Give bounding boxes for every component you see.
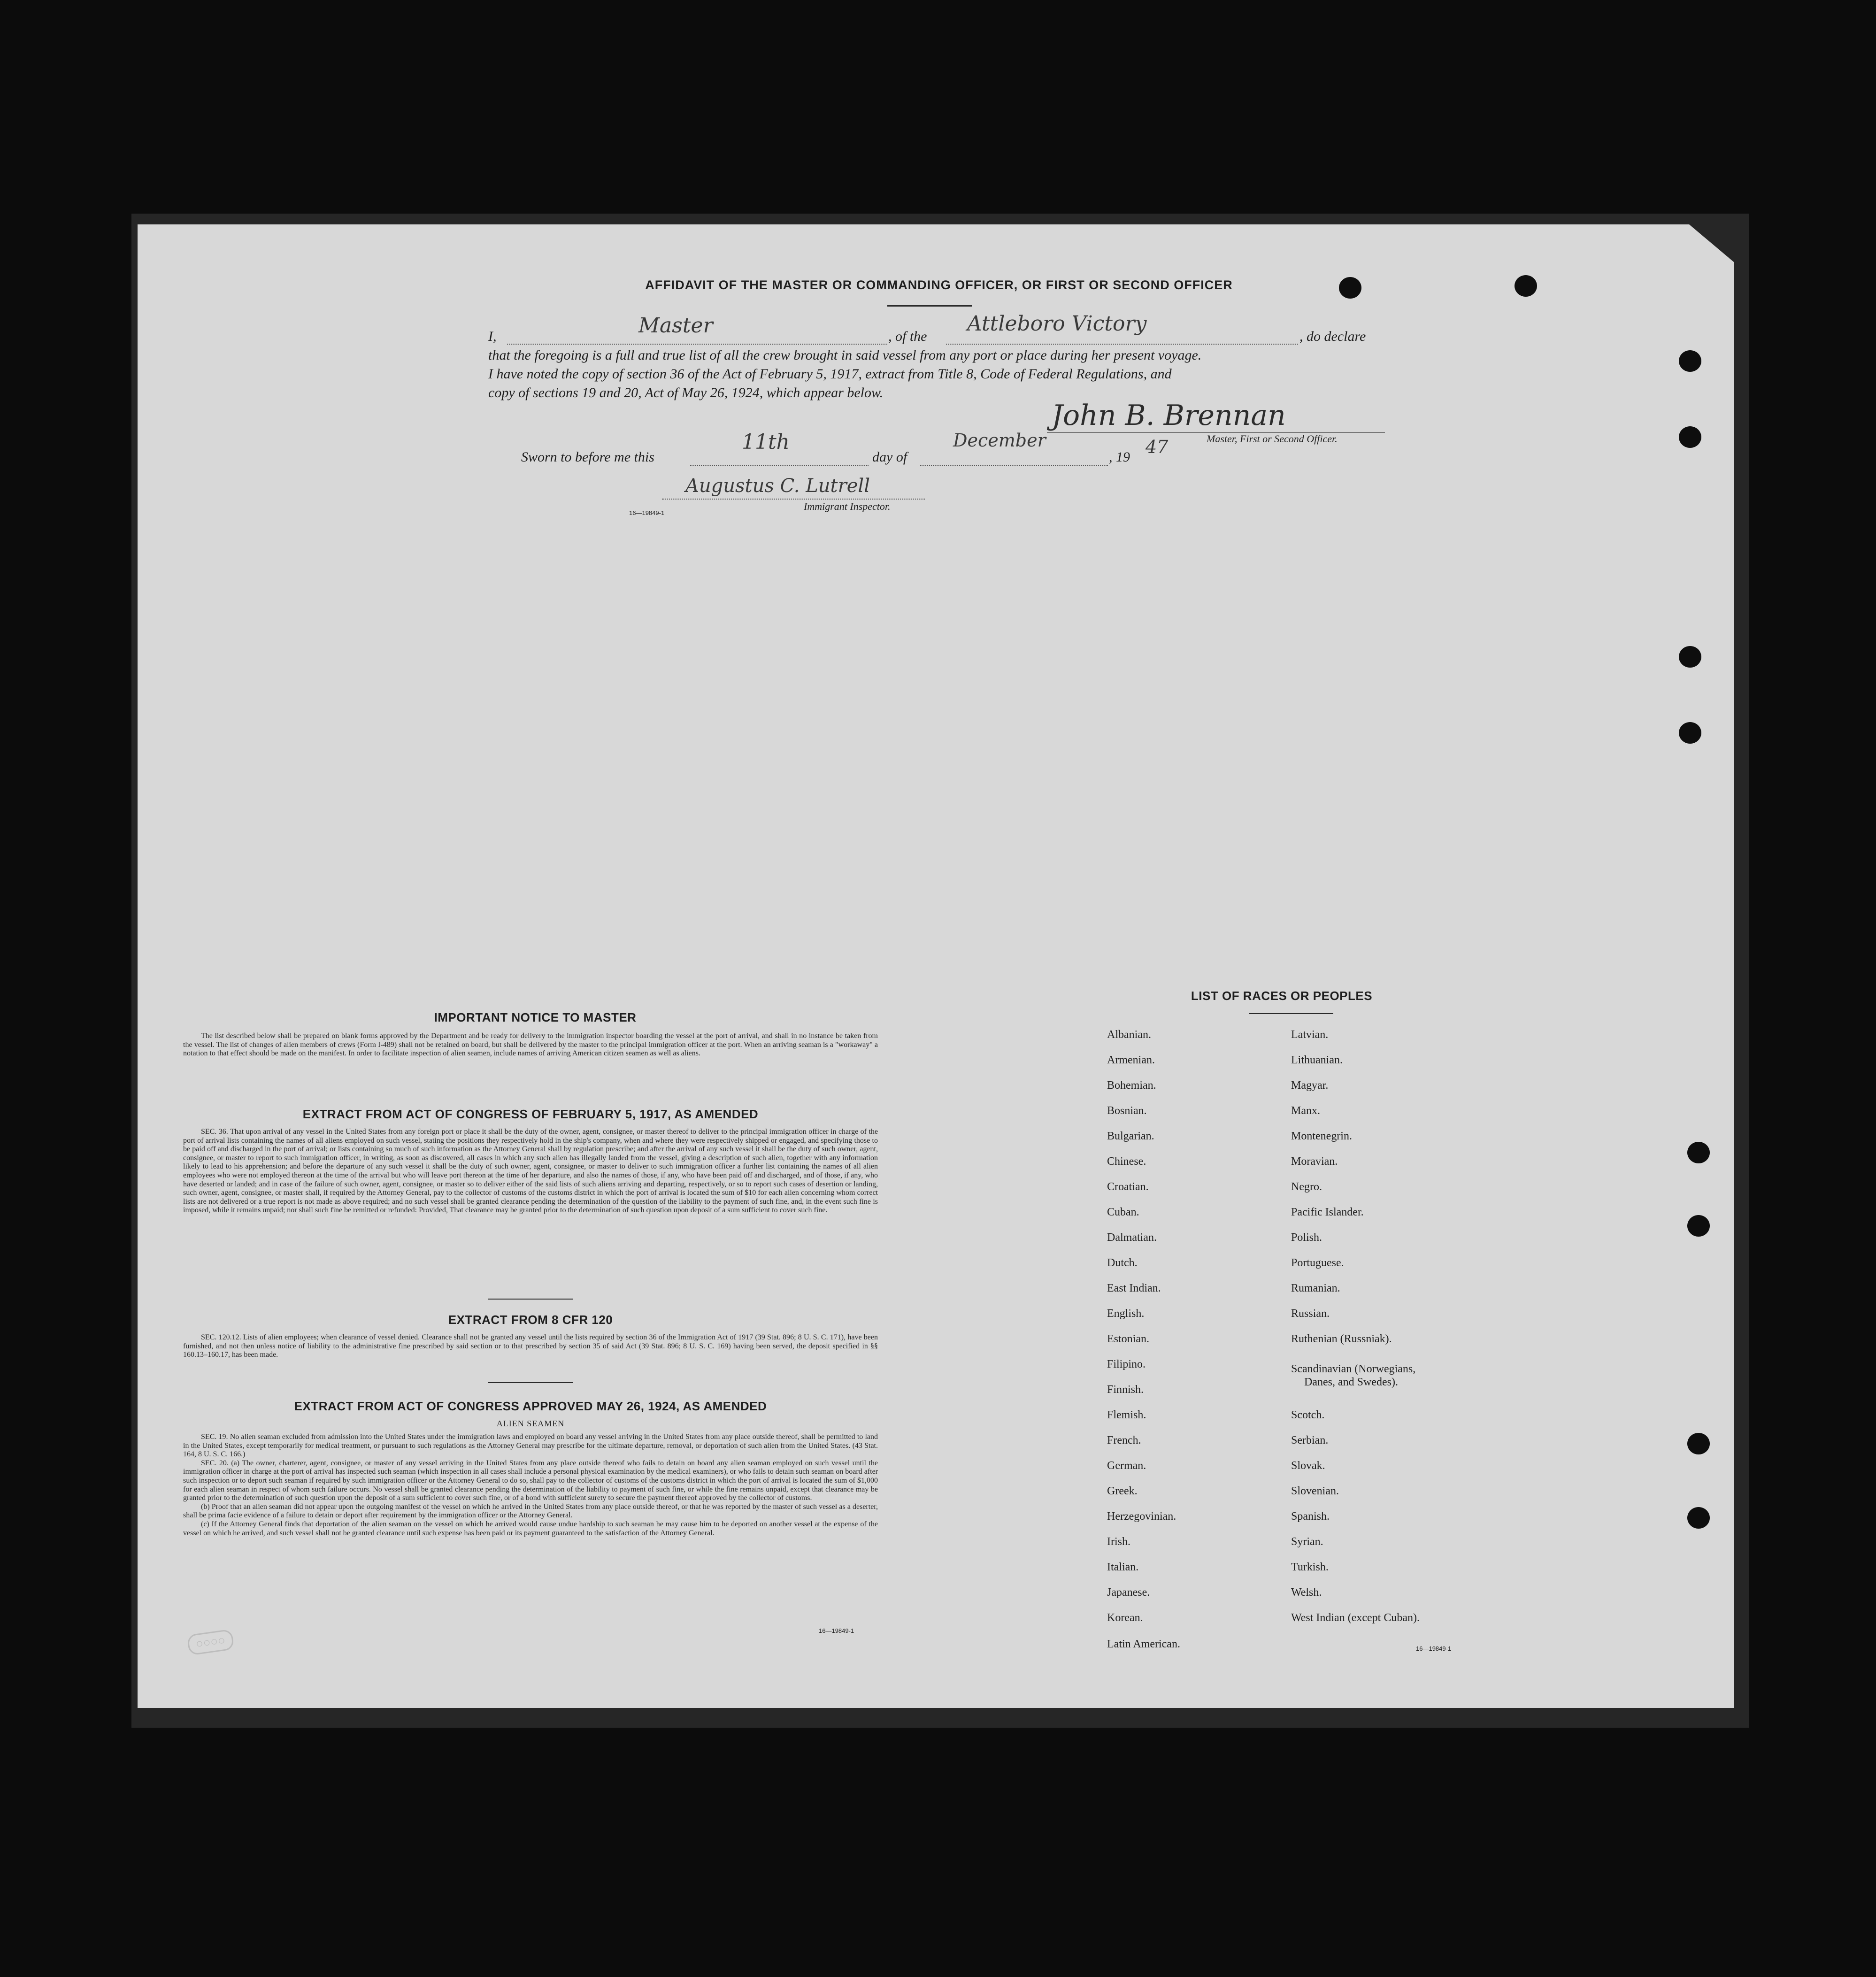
race-item: Chinese. <box>1107 1155 1146 1168</box>
affidavit-line-2: that the foregoing is a full and true list of all the crew brought in said vessel from any port or place during her present voyage. <box>488 347 1202 363</box>
race-item: Estonian. <box>1107 1333 1149 1345</box>
affidavit-of-the: , of the <box>888 329 927 344</box>
race-item: Montenegrin. <box>1291 1130 1352 1142</box>
inspector-fill-line <box>662 498 925 500</box>
race-item: Syrian. <box>1291 1536 1323 1548</box>
handwritten-rank: Master <box>638 314 713 338</box>
race-item: Rumanian. <box>1291 1282 1340 1294</box>
race-item: Greek. <box>1107 1485 1138 1497</box>
race-item: Irish. <box>1107 1536 1130 1548</box>
race-item: Pacific Islander. <box>1291 1206 1364 1218</box>
races-form-code: 16—19849-1 <box>1416 1645 1452 1652</box>
sec-20c-text: (c) If the Attorney General finds that deportation of the alien seaman on the vessel on which he arrived would cause undue hardship to such seaman he may cause him to be deported on another vessel at the expense of the vessel on which he arrived, and such vessel shall not be granted clearance until such expense has been paid or its payment guaranteed to the satisfaction of the Attorney General. <box>183 1520 878 1537</box>
race-item: East Indian. <box>1107 1282 1161 1294</box>
race-item: Flemish. <box>1107 1409 1146 1421</box>
handwritten-day: 11th <box>742 430 790 454</box>
alien-seamen-subtitle: ALIEN SEAMEN <box>496 1419 565 1428</box>
race-item: Spanish. <box>1291 1510 1330 1523</box>
race-item: German. <box>1107 1460 1146 1472</box>
handwritten-month: December <box>953 430 1046 451</box>
year-prefix: , 19 <box>1109 449 1130 465</box>
race-item: Scandinavian (Norwegians, <box>1291 1363 1416 1375</box>
sec-20b-text: (b) Proof that an alien seaman did not appear upon the outgoing manifest of the vessel on which he arrived in the United States from any place outside thereof, or that he was reported by the master of such vessel as a deserter, shall be prima facie evidence of a failure to detain or deport after requirement by the immigration officer or the Attorney General. <box>183 1502 878 1520</box>
race-item: Bohemian. <box>1107 1079 1156 1092</box>
extract-1917-title: EXTRACT FROM ACT OF CONGRESS OF FEBRUARY 5, 1917, AS AMENDED <box>302 1107 759 1121</box>
race-item: Croatian. <box>1107 1181 1149 1193</box>
race-item: Scotch. <box>1291 1409 1325 1421</box>
race-item: Filipino. <box>1107 1358 1146 1370</box>
race-item: Negro. <box>1291 1181 1322 1193</box>
race-item: Russian. <box>1291 1308 1330 1320</box>
race-item: Magyar. <box>1291 1079 1329 1092</box>
vessel-fill-line <box>946 343 1298 345</box>
punch-hole <box>1687 1433 1710 1454</box>
race-item: Polish. <box>1291 1231 1322 1244</box>
race-item: Welsh. <box>1291 1586 1322 1599</box>
race-item: Lithuanian. <box>1291 1054 1343 1066</box>
race-item: Korean. <box>1107 1612 1143 1624</box>
punch-hole <box>1687 1507 1710 1529</box>
race-item: Danes, and Swedes). <box>1304 1376 1398 1388</box>
handwritten-vessel: Attleboro Victory <box>967 312 1147 336</box>
affidavit-line-4: copy of sections 19 and 20, Act of May 26, 1924, which appear below. <box>488 385 884 400</box>
race-item: Portuguese. <box>1291 1257 1344 1269</box>
day-fill-line <box>690 464 869 466</box>
race-item: Dalmatian. <box>1107 1231 1157 1244</box>
master-signature: John B. Brennan <box>1052 399 1286 432</box>
title-rule <box>887 305 972 307</box>
affidavit-line-3: I have noted the copy of section 36 of the Act of February 5, 1917, extract from Title 8, Code of Federal Regulations, and <box>488 366 1172 382</box>
race-item: West Indian (except Cuban). <box>1291 1612 1420 1624</box>
month-fill-line <box>920 464 1108 466</box>
punch-hole <box>1339 277 1361 299</box>
race-item: Latvian. <box>1291 1029 1329 1041</box>
sec-19-text: SEC. 19. No alien seaman excluded from admission into the United States under the immigration laws and employed on board any vessel arriving in the United States from any place outside thereof, shall be permitted to land in the United States, except temporarily for medical treatment, or pursuant to such regulations as the Attorney General may prescribe for the ultimate departure, removal, or deportation of such alien from the United States. (43 Stat. 164, 8 U. S. C. 166.) <box>183 1433 878 1459</box>
extract-cfr-title: EXTRACT FROM 8 CFR 120 <box>448 1313 613 1327</box>
notice-text: The list described below shall be prepared on blank forms approved by the Department and be ready for delivery to the immigration inspector boarding the vessel at the port of arrival, and shall in no instance be taken from the vessel. The list of changes of alien members of crews (Form I-489) shall not be retained on board, but shall be delivered by the master to the principal immigration officer at the port. When an arriving seaman is a "workaway" a notation to that effect should be made on the manifest. In order to facilitate inspection of alien seamen, include names of arriving American citizen seamen as well as aliens. <box>183 1032 878 1058</box>
day-of-label: day of <box>872 449 907 465</box>
affidavit-declare: , do declare <box>1299 329 1366 344</box>
extract-1924-body <box>183 1433 878 1538</box>
race-item: Armenian. <box>1107 1054 1155 1066</box>
inspector-signature: Augustus C. Lutrell <box>685 475 870 497</box>
race-item: Bulgarian. <box>1107 1130 1154 1142</box>
affidavit-title: AFFIDAVIT OF THE MASTER OR COMMANDING OFFICER, OR FIRST OR SECOND OFFICER <box>645 278 1233 292</box>
race-item: Turkish. <box>1291 1561 1329 1573</box>
punch-hole <box>1687 1215 1710 1237</box>
extract-form-code: 16—19849-1 <box>819 1627 854 1634</box>
notice-title: IMPORTANT NOTICE TO MASTER <box>434 1010 637 1024</box>
race-item: Bosnian. <box>1107 1105 1147 1117</box>
section-divider <box>488 1299 573 1300</box>
signature-caption: Master, First or Second Officer. <box>1207 433 1338 445</box>
races-title-rule <box>1249 1013 1333 1014</box>
race-item: Slovenian. <box>1291 1485 1339 1497</box>
extract-cfr-text: SEC. 120.12. Lists of alien employees; when clearance of vessel denied. Clearance shall not be granted any vessel until the lists required by section 36 of the Immigration Act of 1917 (39 Stat. 896; 8 U. S. C. 171), have been furnished, and not then unless notice of liability to the administrative fine prescribed by said section or to that prescribed by section 35 of said Act (39 Stat. 896; 8 U. S. C. 169) having been served, the deposit specified in §§ 160.13–160.17, has been made. <box>183 1333 878 1359</box>
race-item: French. <box>1107 1434 1141 1446</box>
affidavit-form-code: 16—19849-1 <box>629 509 665 516</box>
faded-stamp-graphic: ○○○○ <box>186 1629 234 1655</box>
punch-hole <box>1679 646 1701 668</box>
race-item: Manx. <box>1291 1105 1320 1117</box>
punch-hole <box>1515 275 1537 297</box>
handwritten-year: 47 <box>1146 437 1169 457</box>
race-item: Serbian. <box>1291 1434 1329 1446</box>
race-item: Albanian. <box>1107 1029 1151 1041</box>
punch-hole <box>1679 350 1701 372</box>
sec-20a-text: SEC. 20. (a) The owner, charterer, agent, consignee, or master of any vessel arriving in the United States from any place outside thereof who fails to detain on board any alien seaman employed on such vessel until the immigration officer in charge at the port of arrival has inspected such seaman (which inspection in all cases shall include a personal physical examination by the medical examiners), or who fails to detain such seaman on board after such inspection or to deport such seaman if required by such immigration officer or the Attorney General to do so, shall pay to the collector of customs of the customs district in which the port of arrival is located the sum of $1,000 for each alien seaman in respect of whom such failure occurs. No vessel shall be granted clearance pending the determination of the liability to payment of such fine, or while the fine remains unpaid, except that clearance may be granted prior to the determination of such question upon the deposit of a sum sufficient to cover such fine, or of a bond with sufficient surety to secure the payment thereof approved by the collector of customs. <box>183 1459 878 1502</box>
race-item: Latin American. <box>1107 1638 1180 1650</box>
race-item: Dutch. <box>1107 1257 1138 1269</box>
punch-hole <box>1687 1142 1710 1163</box>
race-item: Slovak. <box>1291 1460 1325 1472</box>
race-item: Italian. <box>1107 1561 1139 1573</box>
punch-hole <box>1679 722 1701 744</box>
race-item: Ruthenian (Russniak). <box>1291 1333 1392 1345</box>
race-item: Finnish. <box>1107 1384 1144 1396</box>
sworn-label: Sworn to before me this <box>521 449 654 465</box>
races-title: LIST OF RACES OR PEOPLES <box>1191 989 1373 1003</box>
inspector-caption: Immigrant Inspector. <box>804 500 891 512</box>
race-item: Japanese. <box>1107 1586 1150 1599</box>
race-item: Herzegovinian. <box>1107 1510 1176 1523</box>
rank-fill-line <box>507 343 887 345</box>
race-item: English. <box>1107 1308 1145 1320</box>
section-divider <box>488 1382 573 1383</box>
extract-1917-text: SEC. 36. That upon arrival of any vessel in the United States from any foreign port or place it shall be the duty of the owner, agent, consignee, or master thereof to deliver to the principal immigration officer in charge of the port of arrival lists containing the names of all aliens employed on such vessel, stating the positions they respectively hold in the ship's company, when and where they were respectively shipped or engaged, and specifying those to be paid off and discharged in the port of arrival; or lists containing so much of such information as the Attorney General shall by regulation prescribe; and after the arrival of any such vessel it shall be the duty of such owner, agent, consignee, or master to report to such immigration officer, in writing, as soon as discovered, all cases in which any such alien has illegally landed from the vessel, giving a description of such alien, together with any information likely to lead to his apprehension; and before the departure of any such vessel it shall be the duty of such owner, agent, consignee, or master to deliver to such immigration officer a further list containing the names of all alien employees who were not employed thereon at the time of the arrival but who will leave port thereon at the time of her departure, and also the names of those, if any, who have been paid off and discharged, and of those, if any, who have deserted or landed; and in case of the failure of such owner, agent, consignee, or master so to deliver either of the said lists of such aliens arriving and departing, respectively, or so to report such cases of desertion or landing, such owner, agent, consignee, or master shall, if required by the Attorney General, pay to the collector of customs of the customs district in which the port of arrival is located the sum of $10 for each alien concerning whom correct lists are not delivered or a true report is not made as above required; and no such vessel shall be granted clearance pending the determination of the question of the liability to the payment of such fine, and, in the event such fine is imposed, while it remains unpaid; nor shall such fine be remitted or refunded: Provided, That clearance may be granted prior to the determination of such question upon deposit of a sum sufficient to cover such fine. <box>183 1128 878 1215</box>
extract-1924-title: EXTRACT FROM ACT OF CONGRESS APPROVED MAY 26, 1924, AS AMENDED <box>294 1399 767 1413</box>
race-item: Cuban. <box>1107 1206 1139 1218</box>
punch-hole <box>1679 426 1701 448</box>
affidavit-line-1 <box>488 328 497 346</box>
affidavit-i: I, <box>488 329 497 344</box>
race-item: Moravian. <box>1291 1155 1338 1168</box>
